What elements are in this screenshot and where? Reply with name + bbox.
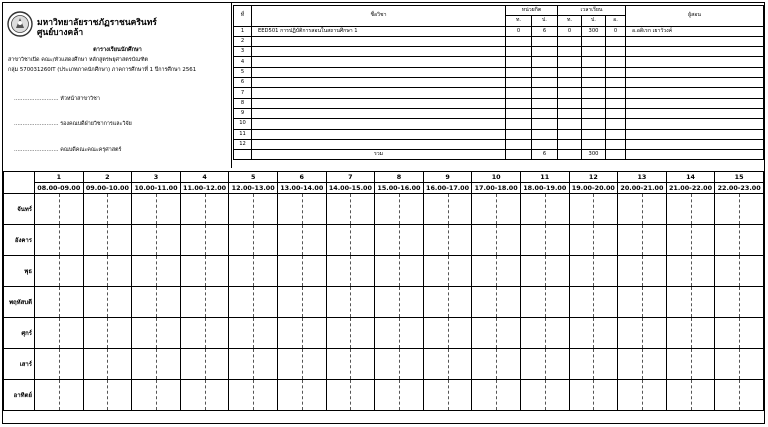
period-number: 6 [277, 172, 326, 183]
total-instructor [626, 150, 764, 160]
course-instructor [626, 78, 764, 88]
day-label: จันทร์ [4, 194, 35, 225]
schedule-slot [375, 380, 424, 411]
period-time: 15.00-16.00 [375, 183, 424, 194]
course-credit-t [506, 67, 532, 77]
course-hour-t [558, 78, 582, 88]
total-credits: 6 [532, 150, 558, 160]
schedule-slot [180, 225, 229, 256]
course-hour-o [606, 129, 626, 139]
schedule-slot [277, 287, 326, 318]
course-instructor [626, 57, 764, 67]
course-credit-t [506, 98, 532, 108]
period-time: 11.00-12.00 [180, 183, 229, 194]
schedule-slot [229, 256, 278, 287]
schedule-slot [132, 194, 181, 225]
schedule-slot [326, 225, 375, 256]
total-ho [606, 150, 626, 160]
course-instructor [626, 67, 764, 77]
schedule-slot [180, 349, 229, 380]
schedule-slot [375, 349, 424, 380]
schedule-slot [569, 194, 618, 225]
period-time: 14.00-15.00 [326, 183, 375, 194]
course-table [233, 5, 764, 160]
course-credit-t [506, 78, 532, 88]
schedule-slot [569, 380, 618, 411]
course-hour-t [558, 98, 582, 108]
header-hour-t: ท. [558, 16, 582, 26]
schedule-slot [375, 194, 424, 225]
course-credit-p [532, 67, 558, 77]
schedule-slot [569, 349, 618, 380]
group-line: กลุ่ม 570031260IT (ประเภทภาคนักศึกษา) ภาคการศึกษาที่ 1 ปีการศึกษา 2561 [8, 67, 197, 73]
timetable [3, 171, 764, 411]
schedule-slot [715, 349, 764, 380]
course-credit-t [506, 88, 532, 98]
course-hour-p [582, 36, 606, 46]
schedule-slot [375, 225, 424, 256]
header-credits: หน่วยกิต [506, 6, 558, 16]
course-subject: EED501 การปฏิบัติการสอนในสถานศึกษา 1 [252, 26, 506, 36]
schedule-slot [83, 225, 132, 256]
schedule-slot [618, 225, 667, 256]
course-no: 7 [234, 88, 252, 98]
period-time: 13.00-14.00 [277, 183, 326, 194]
course-no: 2 [234, 36, 252, 46]
schedule-slot [375, 256, 424, 287]
schedule-slot [423, 349, 472, 380]
course-instructor [626, 139, 764, 149]
total-label: รวม [252, 150, 506, 160]
course-hour-o [606, 47, 626, 57]
course-hour-o [606, 57, 626, 67]
course-credit-t: 0 [506, 26, 532, 36]
schedule-slot [666, 349, 715, 380]
course-hour-o [606, 36, 626, 46]
schedule-slot [666, 380, 715, 411]
schedule-slot [326, 194, 375, 225]
total-blank [234, 150, 252, 160]
schedule-slot [83, 349, 132, 380]
course-credit-p [532, 36, 558, 46]
course-credit-p [532, 129, 558, 139]
schedule-slot [715, 194, 764, 225]
schedule-slot [715, 256, 764, 287]
schedule-slot [326, 318, 375, 349]
course-subject [252, 36, 506, 46]
schedule-slot [277, 318, 326, 349]
schedule-slot [35, 349, 84, 380]
schedule-slot [423, 318, 472, 349]
schedule-slot [132, 225, 181, 256]
schedule-slot [666, 256, 715, 287]
course-credit-p [532, 88, 558, 98]
course-hour-o [606, 108, 626, 118]
course-no: 12 [234, 139, 252, 149]
course-subject [252, 47, 506, 57]
university-seal-icon [7, 11, 33, 37]
schedule-slot [180, 256, 229, 287]
schedule-slot [666, 225, 715, 256]
course-row [234, 88, 764, 98]
course-row [234, 67, 764, 77]
course-row [234, 129, 764, 139]
course-no: 9 [234, 108, 252, 118]
day-row [4, 318, 764, 349]
course-hour-o [606, 98, 626, 108]
schedule-slot [423, 194, 472, 225]
course-hour-o [606, 78, 626, 88]
course-no: 8 [234, 98, 252, 108]
header-no: ที่ [234, 6, 252, 27]
header-hour-p: ป. [582, 16, 606, 26]
course-row [234, 108, 764, 118]
period-number: 8 [375, 172, 424, 183]
schedule-slot [229, 287, 278, 318]
course-no: 1 [234, 26, 252, 36]
program-line: สาขาวิชาเปิด คณะ/หัวแสดงศึกษา หลักสูตรพยุศาสตรบัณฑิต [8, 57, 149, 63]
schedule-slot [229, 225, 278, 256]
period-time: 19.00-20.00 [569, 183, 618, 194]
course-row [234, 78, 764, 88]
period-number: 13 [618, 172, 667, 183]
course-instructor [626, 119, 764, 129]
course-hour-p [582, 139, 606, 149]
course-hour-p [582, 78, 606, 88]
schedule-slot [520, 287, 569, 318]
schedule-slot [180, 287, 229, 318]
header-hour-o: อ. [606, 16, 626, 26]
header-info [3, 3, 232, 168]
period-time: 17.00-18.00 [472, 183, 521, 194]
course-row [234, 47, 764, 57]
day-row [4, 287, 764, 318]
schedule-slot [569, 318, 618, 349]
schedule-slot [35, 194, 84, 225]
schedule-slot [229, 380, 278, 411]
day-row [4, 225, 764, 256]
course-hour-p [582, 108, 606, 118]
course-hour-p: 300 [582, 26, 606, 36]
period-time: 16.00-17.00 [423, 183, 472, 194]
schedule-slot [472, 287, 521, 318]
course-credit-p [532, 47, 558, 57]
day-label: พฤหัสบดี [4, 287, 35, 318]
course-hour-o [606, 88, 626, 98]
schedule-slot [180, 318, 229, 349]
period-time: 10.00-11.00 [132, 183, 181, 194]
course-no: 6 [234, 78, 252, 88]
course-subject [252, 67, 506, 77]
schedule-slot [229, 194, 278, 225]
period-time: 18.00-19.00 [520, 183, 569, 194]
signature-dean: .......................... คณบดีคณะคณะครุศาสตร์ [14, 147, 122, 153]
schedule-slot [229, 349, 278, 380]
schedule-slot [520, 194, 569, 225]
course-no: 5 [234, 67, 252, 77]
course-no: 3 [234, 47, 252, 57]
schedule-slot [180, 380, 229, 411]
signature-deputy-dean: .......................... รองคณบดีฝ่ายวิชาการและวิจัย [14, 121, 132, 127]
schedule-slot [472, 256, 521, 287]
schedule-slot [715, 380, 764, 411]
schedule-slot [472, 380, 521, 411]
schedule-slot [132, 287, 181, 318]
course-hour-t [558, 67, 582, 77]
schedule-slot [83, 380, 132, 411]
course-hour-p [582, 98, 606, 108]
day-row [4, 380, 764, 411]
schedule-slot [180, 194, 229, 225]
course-no: 11 [234, 129, 252, 139]
course-credit-p [532, 119, 558, 129]
period-number: 12 [569, 172, 618, 183]
schedule-slot [618, 194, 667, 225]
schedule-slot [35, 256, 84, 287]
schedule-slot [229, 318, 278, 349]
schedule-slot [35, 318, 84, 349]
schedule-slot [423, 287, 472, 318]
course-subject [252, 88, 506, 98]
course-hour-p [582, 129, 606, 139]
schedule-slot [375, 287, 424, 318]
schedule-slot [132, 256, 181, 287]
schedule-slot [277, 225, 326, 256]
header-hours: เวลาเรียน [558, 6, 626, 16]
course-hour-t [558, 139, 582, 149]
schedule-slot [666, 194, 715, 225]
course-credit-p [532, 108, 558, 118]
course-subject [252, 108, 506, 118]
course-instructor [626, 36, 764, 46]
schedule-slot [569, 287, 618, 318]
course-hour-t [558, 129, 582, 139]
schedule-slot [423, 256, 472, 287]
schedule-slot [83, 318, 132, 349]
course-row [234, 98, 764, 108]
header-credit-p: ป. [532, 16, 558, 26]
course-instructor: อ.อดิเรก เยาวัวงค์ [626, 26, 764, 36]
schedule-slot [423, 380, 472, 411]
schedule-slot [83, 256, 132, 287]
period-number: 7 [326, 172, 375, 183]
header-subject: ชื่อวิชา [252, 6, 506, 27]
course-hour-t [558, 108, 582, 118]
schedule-slot [132, 380, 181, 411]
course-no: 4 [234, 57, 252, 67]
schedule-slot [132, 318, 181, 349]
timetable-corner [4, 172, 35, 194]
course-hour-t [558, 36, 582, 46]
schedule-slot [35, 225, 84, 256]
period-time: 21.00-22.00 [666, 183, 715, 194]
period-time: 09.00-10.00 [83, 183, 132, 194]
course-credit-p [532, 139, 558, 149]
schedule-slot [618, 287, 667, 318]
schedule-slot [569, 256, 618, 287]
signature-department-head: .......................... หัวหน้าสาขาวิชา [14, 96, 100, 102]
day-row [4, 349, 764, 380]
period-number: 15 [715, 172, 764, 183]
course-credit-p [532, 98, 558, 108]
schedule-title: ตารางเรียนนักศึกษา [93, 47, 142, 53]
schedule-slot [520, 380, 569, 411]
schedule-slot [472, 194, 521, 225]
course-hour-p [582, 67, 606, 77]
header-instructor: ผู้สอน [626, 6, 764, 27]
schedule-slot [35, 380, 84, 411]
schedule-slot [375, 318, 424, 349]
course-instructor [626, 108, 764, 118]
course-subject [252, 129, 506, 139]
period-number: 9 [423, 172, 472, 183]
course-subject [252, 57, 506, 67]
course-instructor [626, 129, 764, 139]
course-instructor [626, 88, 764, 98]
course-row [234, 119, 764, 129]
course-row [234, 36, 764, 46]
day-label: ศุกร์ [4, 318, 35, 349]
course-credit-t [506, 139, 532, 149]
schedule-slot [83, 287, 132, 318]
course-instructor [626, 98, 764, 108]
course-no: 10 [234, 119, 252, 129]
schedule-slot [715, 318, 764, 349]
course-hour-p [582, 88, 606, 98]
course-credit-p [532, 78, 558, 88]
schedule-slot [472, 225, 521, 256]
period-time: 08.00-09.00 [35, 183, 84, 194]
schedule-slot [83, 194, 132, 225]
course-subject [252, 119, 506, 129]
schedule-slot [277, 380, 326, 411]
schedule-slot [618, 256, 667, 287]
day-label: พุธ [4, 256, 35, 287]
course-credit-p: 6 [532, 26, 558, 36]
period-time: 20.00-21.00 [618, 183, 667, 194]
period-number: 4 [180, 172, 229, 183]
schedule-slot [666, 318, 715, 349]
schedule-slot [520, 256, 569, 287]
university-name: มหาวิทยาลัยราชภัฏราชนครินทร์ [37, 18, 157, 28]
course-hour-t [558, 119, 582, 129]
period-time: 12.00-13.00 [229, 183, 278, 194]
period-number: 10 [472, 172, 521, 183]
schedule-slot [277, 194, 326, 225]
schedule-slot [277, 349, 326, 380]
course-hour-o [606, 139, 626, 149]
course-credit-t [506, 108, 532, 118]
course-hour-p [582, 47, 606, 57]
course-credit-t [506, 57, 532, 67]
schedule-slot [520, 318, 569, 349]
period-number: 5 [229, 172, 278, 183]
schedule-slot [666, 287, 715, 318]
schedule-slot [132, 349, 181, 380]
schedule-slot [326, 287, 375, 318]
course-hour-o [606, 67, 626, 77]
course-credit-t [506, 47, 532, 57]
day-label: เสาร์ [4, 349, 35, 380]
schedule-slot [326, 380, 375, 411]
schedule-slot [520, 225, 569, 256]
course-hour-p [582, 57, 606, 67]
course-hour-t: 0 [558, 26, 582, 36]
schedule-slot [277, 256, 326, 287]
course-hour-p [582, 119, 606, 129]
total-ht [558, 150, 582, 160]
schedule-slot [520, 349, 569, 380]
schedule-slot [326, 256, 375, 287]
period-time: 22.00-23.00 [715, 183, 764, 194]
course-credit-t [506, 36, 532, 46]
schedule-slot [715, 225, 764, 256]
university-center: ศูนย์บางคล้า [37, 28, 84, 38]
course-row [234, 57, 764, 67]
course-subject [252, 139, 506, 149]
period-number: 1 [35, 172, 84, 183]
day-label: อาทิตย์ [4, 380, 35, 411]
schedule-slot [618, 349, 667, 380]
course-credit-t [506, 129, 532, 139]
schedule-slot [472, 318, 521, 349]
course-instructor [626, 47, 764, 57]
schedule-slot [618, 380, 667, 411]
schedule-slot [326, 349, 375, 380]
course-hour-t [558, 47, 582, 57]
course-hour-o: 0 [606, 26, 626, 36]
total-ct [506, 150, 532, 160]
course-row [234, 139, 764, 149]
period-number: 14 [666, 172, 715, 183]
course-hour-t [558, 88, 582, 98]
header-credit-t: ท. [506, 16, 532, 26]
course-subject [252, 98, 506, 108]
schedule-slot [423, 225, 472, 256]
period-number: 11 [520, 172, 569, 183]
day-row [4, 194, 764, 225]
course-hour-o [606, 119, 626, 129]
course-row [234, 26, 764, 36]
day-row [4, 256, 764, 287]
period-number: 2 [83, 172, 132, 183]
course-hour-t [558, 57, 582, 67]
day-label: อังคาร [4, 225, 35, 256]
schedule-slot [569, 225, 618, 256]
course-credit-t [506, 119, 532, 129]
course-credit-p [532, 57, 558, 67]
period-number: 3 [132, 172, 181, 183]
course-subject [252, 78, 506, 88]
schedule-slot [618, 318, 667, 349]
schedule-slot [35, 287, 84, 318]
total-hours: 300 [582, 150, 606, 160]
schedule-slot [715, 287, 764, 318]
schedule-slot [472, 349, 521, 380]
